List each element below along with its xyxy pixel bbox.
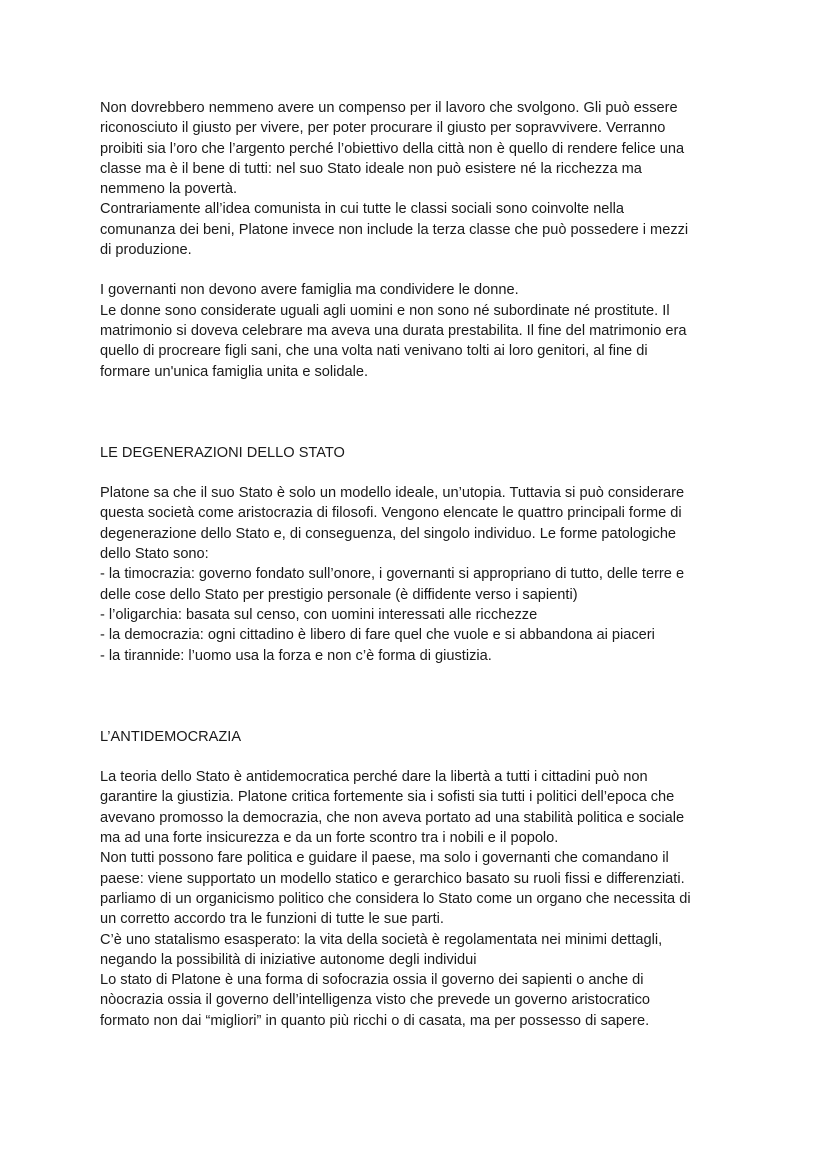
text-line: quello di procreare figli sani, che una volta nati venivano tolti ai loro genitori, al fine di bbox=[100, 343, 648, 360]
text-line: formato non dai “migliori” in quanto più ricchi o di casata, ma per possesso di sapere. bbox=[100, 1012, 650, 1029]
paragraph-donne bbox=[100, 301, 740, 382]
text-line: dello Stato sono: bbox=[100, 546, 209, 563]
text-line: Contrariamente all’idea comunista in cui tutte le classi sociali sono coinvolte nella bbox=[100, 201, 625, 218]
text-line: avevano promosso la democrazia, che non aveva portato ad una stabilità politica e sociale bbox=[100, 809, 685, 826]
spacer bbox=[100, 666, 740, 727]
text-line: negando la possibilità di iniziative autonome degli individui bbox=[100, 951, 477, 968]
list-item: - la democrazia: ogni cittadino è libero di fare quel che vuole e si abbandona ai piaceri bbox=[100, 627, 655, 644]
text-line: questa società come aristocrazia di filosofi. Vengono elencate le quattro principali forme di bbox=[100, 505, 682, 522]
forme-patologiche-list bbox=[100, 564, 740, 665]
document-page bbox=[100, 98, 740, 1031]
spacer bbox=[100, 463, 740, 483]
section-heading-degenerazioni: LE DEGENERAZIONI DELLO STATO bbox=[100, 444, 345, 461]
text-line: La teoria dello Stato è antidemocratica perché dare la libertà a tutti i cittadini può non bbox=[100, 769, 648, 786]
text-line: riconosciuto il giusto per vivere, per poter procurare il giusto per sopravvivere. Verranno bbox=[100, 120, 666, 137]
paragraph-antidemocratica bbox=[100, 767, 740, 848]
list-item: - la tirannide: l’uomo usa la forza e non c’è forma di giustizia. bbox=[100, 647, 492, 664]
text-line: formare un'unica famiglia unita e solidale. bbox=[100, 363, 369, 380]
text-line: matrimonio si doveva celebrare ma aveva una durata prestabilita. Il fine del matrimonio era bbox=[100, 322, 687, 339]
paragraph-utopia bbox=[100, 483, 740, 564]
text-line: Le donne sono considerate uguali agli uomini e non sono né subordinate né prostitute. Il bbox=[100, 302, 670, 319]
list-item: - l’oligarchia: basata sul censo, con uomini interessati alle ricchezze bbox=[100, 606, 538, 623]
text-line: un corretto accordo tra le funzioni di tutte le sue parti. bbox=[100, 911, 444, 928]
text-line: ma ad una forte insicurezza e da un forte scontro tra i nobili e il popolo. bbox=[100, 830, 559, 847]
text-line: nemmeno la povertà. bbox=[100, 181, 238, 198]
spacer bbox=[100, 382, 740, 443]
text-line: proibiti sia l’oro che l’argento perché l’obiettivo della città non è quello di rendere felice una bbox=[100, 140, 685, 157]
list-item: - la timocrazia: governo fondato sull’onore, i governanti si appropriano di tutto, delle terre e bbox=[100, 566, 685, 583]
text-line: degenerazione dello Stato e, di conseguenza, del singolo individuo. Le forme patologiche bbox=[100, 525, 677, 542]
text-line: Lo stato di Platone è una forma di sofocrazia ossia il governo dei sapienti o anche di bbox=[100, 972, 644, 989]
spacer bbox=[100, 260, 740, 280]
text-line: garantire la giustizia. Platone critica fortemente sia i sofisti sia tutti i politici dell’epoca che bbox=[100, 789, 675, 806]
paragraph-sofocrazia bbox=[100, 970, 740, 1031]
text-line: Non tutti possono fare politica e guidare il paese, ma solo i governanti che comandano il bbox=[100, 850, 669, 867]
spacer bbox=[100, 747, 740, 767]
paragraph-compenso bbox=[100, 98, 740, 199]
paragraph-statalismo bbox=[100, 930, 740, 971]
text-line: I governanti non devono avere famiglia ma condividere le donne. bbox=[100, 282, 519, 299]
text-line: Platone sa che il suo Stato è solo un modello ideale, un’utopia. Tuttavia si può considerare bbox=[100, 485, 685, 502]
text-line: di produzione. bbox=[100, 242, 192, 259]
text-line: classe ma è il bene di tutti: nel suo Stato ideale non può esistere né la ricchezza ma bbox=[100, 160, 642, 177]
paragraph-famiglia bbox=[100, 280, 740, 300]
text-line: C’è uno statalismo esasperato: la vita della società è regolamentata nei minimi dettagli, bbox=[100, 931, 663, 948]
paragraph-comunismo bbox=[100, 199, 740, 260]
list-item: delle cose dello Stato per prestigio personale (è diffidente verso i sapienti) bbox=[100, 586, 578, 603]
text-line: Non dovrebbero nemmeno avere un compenso per il lavoro che svolgono. Gli può essere bbox=[100, 100, 678, 116]
text-line: nòocrazia ossia il governo dell’intelligenza visto che prevede un governo aristocratico bbox=[100, 992, 651, 1009]
text-line: paese: viene supportato un modello statico e gerarchico basato su ruoli fissi e differenziati. bbox=[100, 870, 685, 887]
section-heading-antidemocrazia: L’ANTIDEMOCRAZIA bbox=[100, 728, 242, 745]
text-line: parliamo di un organicismo politico che considera lo Stato come un organo che necessita di bbox=[100, 890, 691, 907]
paragraph-governanti bbox=[100, 848, 740, 929]
text-line: comunanza dei beni, Platone invece non include la terza classe che può possedere i mezzi bbox=[100, 221, 689, 238]
